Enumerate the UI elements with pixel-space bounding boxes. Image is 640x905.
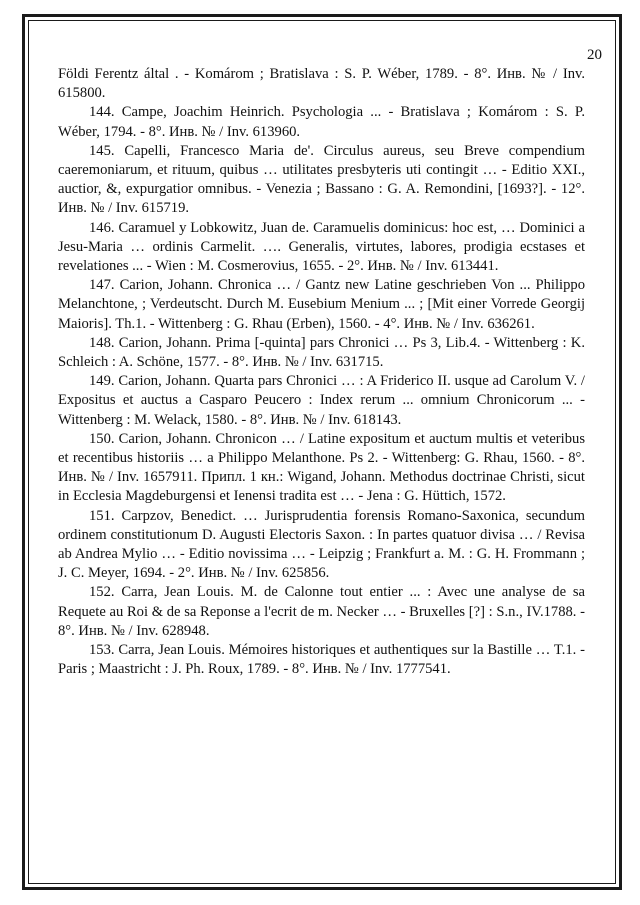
entry-148: 148. Carion, Johann. Prima [-quinta] pars Chronici … Ps 3, Lib.4. - Wittenberg : K. Schleich : A. Schöne, 1577. - 8°. Инв. № / Inv. 631715. [58,334,585,371]
entry-149: 149. Carion, Johann. Quarta pars Chronici … : A Friderico II. usque ad Carolum V. / Expositus et auctus a Casparo Peucero : Index rerum ... omnium Chronicorum ... - Wittenberg : M. Welack, 1580. - 8°. Инв. № / Inv. 618143. [58,373,585,428]
entry-147: 147. Carion, Johann. Chronica … / Gantz new Latine geschrieben Von ... Philippo Melanchtone, ; Verdeutscht. Durch M. Eusebium Menium ... ; [Mit einer Vorrede Georgij Maioris]. Th.1. - Wittenberg : G. Rhau (Erben), 1560. - 4°. Инв. № / Inv. 636261. [58,277,585,332]
entry-151: 151. Carpzov, Benedict. … Jurisprudentia forensis Romano-Saxonica, secundum ordinem constitutionum D. Augusti Electoris Saxon. : In partes quatuor divisa … / Revisa ab Andrea Mylio … - Editio novissima … - Leipzig ; Frankfurt a. M. : G. H. Frommann ; J. C. Meyer, 1694. - 2°. Инв. № / Inv. 625856. [58,507,585,582]
entry-145: 145. Capelli, Francesco Maria de'. Circulus aureus, seu Breve compendium caeremoniarum, et rituum, quibus … utilitates presbyteris uti contingit … - Editio XXI., auctior, &, expurgatior omnibus. - Venezia ; Bassano : G. A. Remondini, [1693?]. - 12°. Инв. № / Inv. 615719. [58,142,585,217]
entry-144: 144. Campe, Joachim Heinrich. Psychologia ... - Bratislava ; Komárom : S. P. Wéber, 1794. - 8°. Инв. № / Inv. 613960. [58,104,585,140]
entry-146: 146. Caramuel y Lobkowitz, Juan de. Caramuelis dominicus: hoc est, … Dominici a Jesu-Maria … ordinis Carmelit. …. Generalis, virtutes, labores, prodigia ecstases et revelationes ... - Wien : M. Cosmerovius, 1655. - 2°. Инв. № / Inv. 613441. [58,219,585,275]
entry-continuation: Földi Ferentz által . - Komárom ; Bratislava : S. P. Wéber, 1789. - 8°. Инв. № / Inv. 615800. [58,66,585,102]
bibliography-list [58,65,585,680]
entry-153: 153. Carra, Jean Louis. Mémoires historiques et authentiques sur la Bastille … T.1. - Paris ; Maastricht : J. Ph. Roux, 1789. - 8°. Инв. № / Inv. 1777541. [58,642,585,678]
entry-150: 150. Carion, Johann. Chronicon … / Latine expositum et auctum multis et veteribus et recentibus historiis … a Philippo Melanthone. Ps 2. - Wittenberg: G. Rhau, 1560. - 8°. Инв. № / Inv. 1657911. Припл. 1 кн.: Wigand, Johann. Methodus doctrinae Christi, sicut in Ecclesia Magdeburgensi et Ienensi tradita est … - Jena : G. Hüttich, 1572. [58,430,585,505]
page-number: 20 [587,47,602,63]
entry-152: 152. Carra, Jean Louis. M. de Calonne tout entier ... : Avec une analyse de sa Requete au Roi & de sa Reponse a l'ecrit de m. Necker … - Bruxelles [?] : S.n., IV.1788. - 8°. Инв. № / Inv. 628948. [58,584,585,639]
